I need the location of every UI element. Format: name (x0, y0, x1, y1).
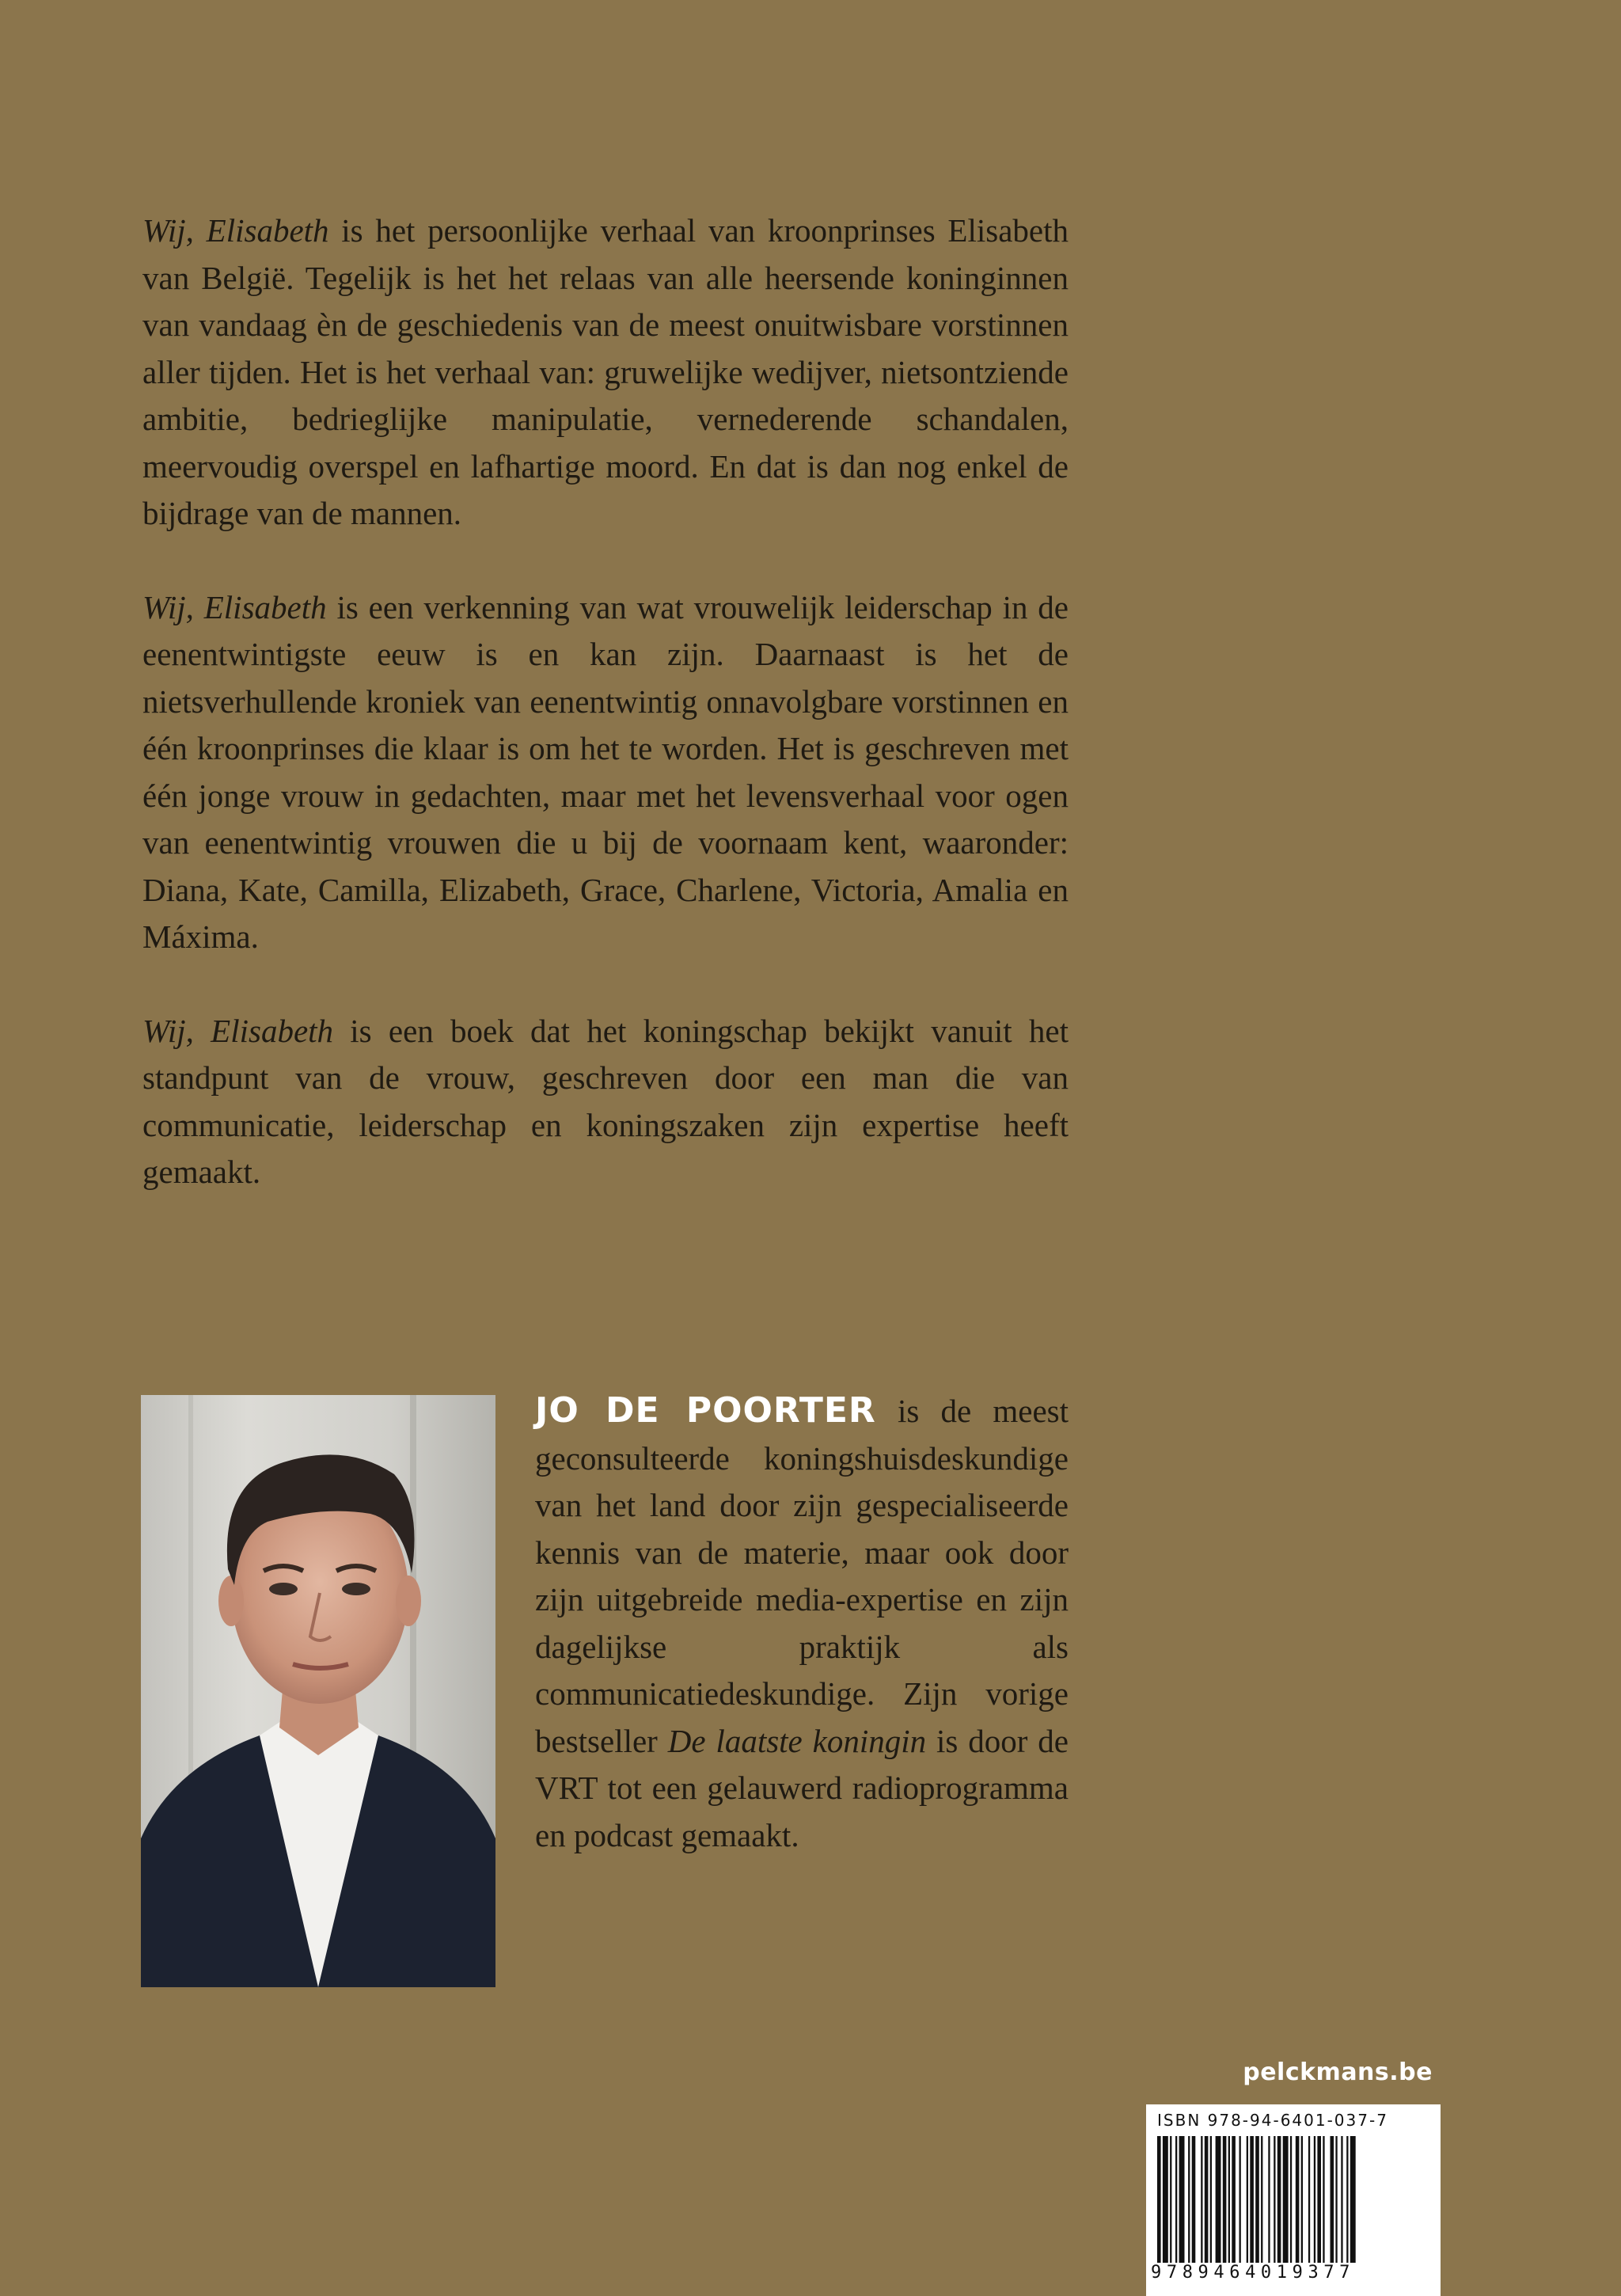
barcode-bar (1331, 2136, 1334, 2263)
publisher-url: pelckmans.be (1243, 2058, 1433, 2086)
blurb-text (142, 207, 1069, 1243)
barcode-bar (1228, 2136, 1230, 2263)
author-bio-text (535, 1387, 1069, 1859)
blurb-paragraph-1 (142, 207, 1069, 538)
barcode-digits: 9789464019377 (1151, 2263, 1355, 2283)
blurb-paragraph-text: is het persoonlijke verhaal van kroonprinses Elisabeth van België. Tegelijk is het het relaas van alle heersende koninginnen van vandaag èn de geschiedenis van de meest onuitwisbare vorstinnen aller tijden. Het is het verhaal van: gruwelijke wedijver, nietsontziende ambitie, bedrieglijke manipulatie, vernederende schandalen, meervoudig overspel en lafhartige moord. En dat is dan nog enkel de bijdrage van de mannen. (142, 212, 1069, 531)
barcode-bar (1175, 2136, 1177, 2263)
barcode-bar (1296, 2136, 1300, 2263)
author-bio (535, 1387, 1069, 1859)
barcode-bar (1163, 2136, 1168, 2263)
barcode-bar (1341, 2136, 1342, 2263)
barcode-bar (1323, 2136, 1324, 2263)
barcode-bar (1223, 2136, 1227, 2263)
book-title: Wij, Elisabeth (142, 588, 327, 625)
barcode-bar (1314, 2136, 1315, 2263)
barcode-bar (1188, 2136, 1190, 2263)
barcode-bar (1255, 2136, 1259, 2263)
barcode-bar (1283, 2136, 1289, 2263)
barcode-bar (1210, 2136, 1212, 2263)
barcode-bar (1170, 2136, 1171, 2263)
blurb-paragraph-2 (142, 584, 1069, 961)
blurb-paragraph-text: is een verkenning van wat vrouwelijk leiderschap in de eenentwintigste eeuw is en kan zijn. Daarnaast is het de nietsverhullende kroniek van eenentwintig onnavolgbare vorstinnen en één kroonprinses die klaar is om het te worden. Het is geschreven met één jonge vrouw in gedachten, maar met het levensverhaal voor ogen van eenentwintig vrouwen die u bij de voornaam kent, waaronder: Diana, Kate, Camilla, Elizabeth, Grace, Charlene, Victoria, Amalia en Máxima. (142, 588, 1069, 955)
bio-text-part: is door de VRT tot een gelauwerd radioprogramma en podcast gemaakt. (535, 1722, 1069, 1853)
barcode-bar (1317, 2136, 1321, 2263)
barcode-bar (1179, 2136, 1185, 2263)
barcode-bar (1301, 2136, 1303, 2263)
barcode-bar (1247, 2136, 1248, 2263)
barcode-bar (1346, 2136, 1348, 2263)
blurb-paragraph-3 (142, 1008, 1069, 1196)
barcode-bar (1250, 2136, 1254, 2263)
barcode-bar (1261, 2136, 1262, 2263)
barcode-bar (1201, 2136, 1202, 2263)
barcode-bar (1277, 2136, 1281, 2263)
barcode-bar (1232, 2136, 1236, 2263)
book-title: Wij, Elisabeth (142, 212, 329, 249)
barcode-bar (1274, 2136, 1275, 2263)
isbn-label: ISBN 978-94-6401-037-7 (1157, 2111, 1388, 2130)
isbn-barcode (1146, 2104, 1441, 2296)
barcode-bar (1350, 2136, 1356, 2263)
barcode-bar (1335, 2136, 1337, 2263)
barcode-bar (1290, 2136, 1292, 2263)
barcode-bar (1216, 2136, 1221, 2263)
author-name: JO DE POORTER (535, 1390, 876, 1431)
barcode-bars (1157, 2136, 1429, 2263)
barcode-bar (1205, 2136, 1209, 2263)
barcode-bar (1192, 2136, 1196, 2263)
barcode-bar (1239, 2136, 1241, 2263)
barcode-bar (1268, 2136, 1270, 2263)
previous-book-title: De laatste koningin (667, 1722, 927, 1759)
barcode-bar (1157, 2136, 1161, 2263)
author-photo (141, 1395, 495, 1987)
blurb-paragraph-text: is een boek dat het koningschap bekijkt vanuit het standpunt van de vrouw, geschreven door een man die van communicatie, leiderschap en koningszaken zijn expertise heeft gemaakt. (142, 1012, 1069, 1190)
bio-text-part: is de meest geconsulteerde koningshuisdeskundige van het land door zijn gespecialiseerde kennis van de materie, maar ook door zijn uitgebreide media-expertise en zijn dagelijkse praktijk als communicatiedeskundige. Zijn vorige bestseller (535, 1393, 1069, 1759)
book-title: Wij, Elisabeth (142, 1012, 334, 1049)
barcode-bar (1308, 2136, 1310, 2263)
